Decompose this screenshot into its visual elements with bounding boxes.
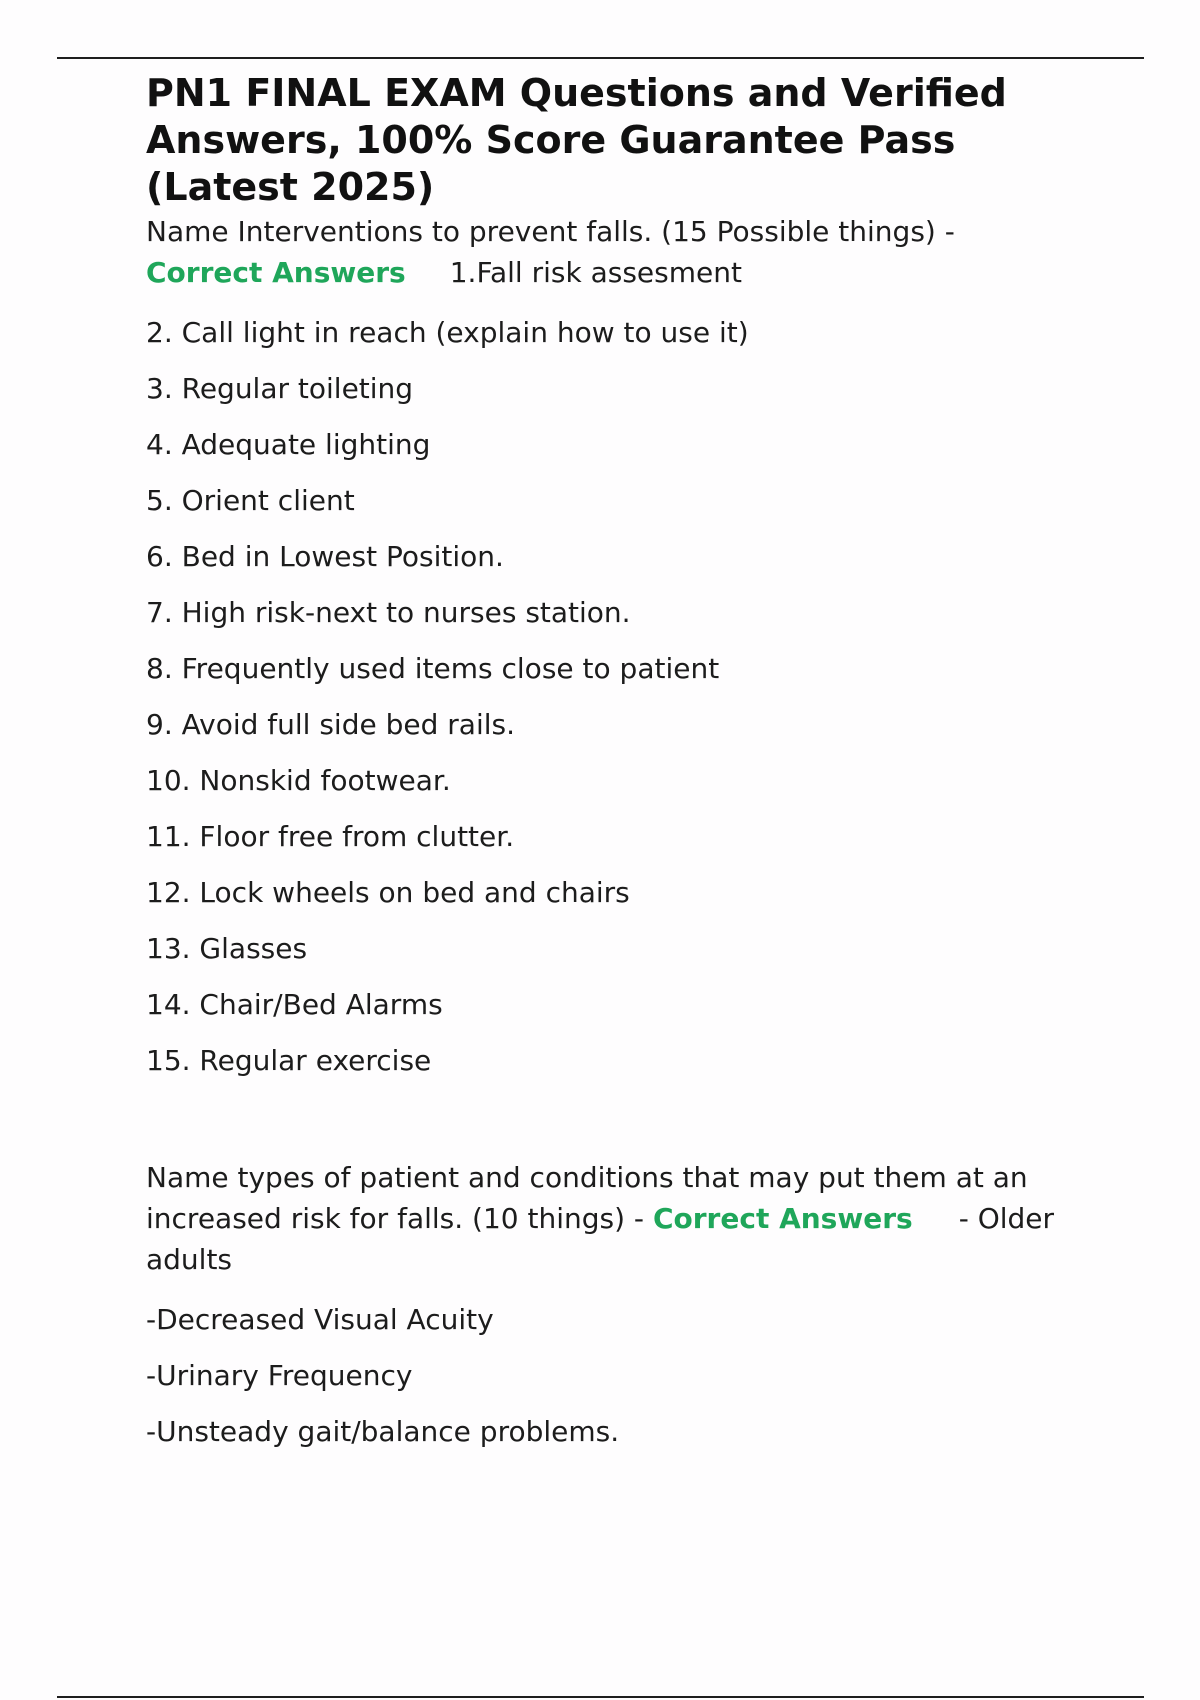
question-section-2 xyxy=(146,1157,1086,1448)
question-text xyxy=(146,1157,1086,1280)
answer-list xyxy=(146,317,1086,1077)
list-item: 2. Call light in reach (explain how to use it) xyxy=(146,316,749,349)
question-prompt: Name Interventions to prevent falls. (15 Possible things) - xyxy=(146,215,955,248)
list-item: -Unsteady gait/balance problems. xyxy=(146,1415,620,1448)
list-item: 9. Avoid full side bed rails. xyxy=(146,708,516,741)
correct-answers-label: Correct Answers xyxy=(652,1202,913,1235)
list-item: 12. Lock wheels on bed and chairs xyxy=(146,876,630,909)
list-item: -Decreased Visual Acuity xyxy=(146,1303,494,1336)
list-item: 8. Frequently used items close to patient xyxy=(146,652,720,685)
list-item: 13. Glasses xyxy=(146,932,308,965)
answer-list xyxy=(146,1304,1086,1448)
document-title: PN1 FINAL EXAM Questions and Verified Answers, 100% Score Guarantee Pass (Latest 2025) xyxy=(146,71,1007,209)
list-item: 11. Floor free from clutter. xyxy=(146,820,515,853)
list-item: 4. Adequate lighting xyxy=(146,428,431,461)
bottom-rule xyxy=(57,1696,1144,1698)
first-answer: - Older adults xyxy=(146,1202,1055,1276)
list-item: 15. Regular exercise xyxy=(146,1044,432,1077)
question-section-1 xyxy=(146,211,1086,1077)
list-item: 5. Orient client xyxy=(146,484,355,517)
list-item: 3. Regular toileting xyxy=(146,372,414,405)
question-text xyxy=(146,211,1086,293)
list-item: 10. Nonskid footwear. xyxy=(146,764,451,797)
list-item: 6. Bed in Lowest Position. xyxy=(146,540,504,573)
list-item: -Urinary Frequency xyxy=(146,1359,413,1392)
first-answer: 1.Fall risk assesment xyxy=(449,256,742,289)
question-prompt: Name types of patient and conditions that may put them at an increased risk for falls. (10 things) - xyxy=(146,1161,1028,1235)
top-rule xyxy=(57,57,1144,59)
list-item: 14. Chair/Bed Alarms xyxy=(146,988,443,1021)
correct-answers-label: Correct Answers xyxy=(146,256,406,289)
list-item: 7. High risk-next to nurses station. xyxy=(146,596,631,629)
document-body xyxy=(146,70,1086,1448)
